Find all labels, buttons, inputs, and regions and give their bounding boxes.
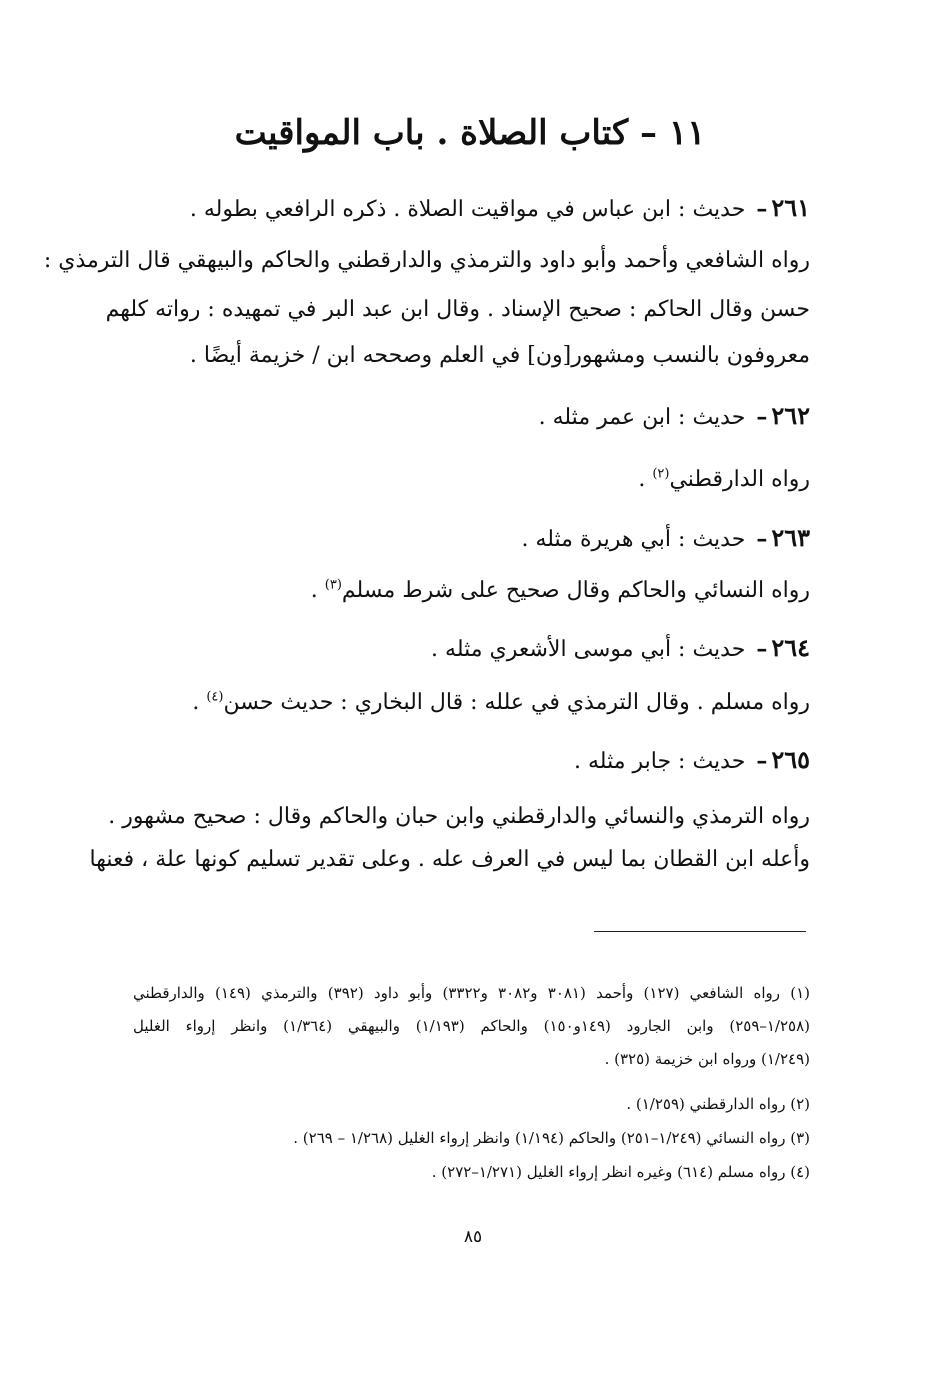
entry-number: ٢٦٢ bbox=[771, 401, 810, 430]
entry-number: ٢٦٥ bbox=[771, 745, 810, 774]
entry-body-end: . bbox=[638, 467, 653, 492]
entry-265-body-line-1: رواه الترمذي والنسائي والدارقطني وابن حبان والحاكم وقال : صحيح مشهور . bbox=[108, 804, 810, 829]
entry-264-heading bbox=[431, 628, 810, 670]
entry-body-text: رواه النسائي والحاكم وقال صحيح على شرط مسلم bbox=[341, 578, 810, 603]
footnote-ref: (٢) bbox=[652, 466, 670, 482]
entry-261-heading bbox=[190, 188, 810, 230]
footnote-1-line-3: (١/٢٤٩) ورواه ابن خزيمة (٣٢٥) . bbox=[604, 1050, 810, 1068]
footnote-4: (٤) رواه مسلم (٦١٤) وغيره انظر إرواء الغليل (١/٢٧١–٢٧٢) . bbox=[431, 1163, 810, 1181]
entry-262-heading bbox=[539, 396, 810, 438]
entry-265-heading bbox=[574, 740, 810, 782]
entry-261-body-line-2: حسن وقال الحاكم : صحيح الإسناد . وقال ابن عبد البر في تمهيده : رواته كلهم bbox=[105, 297, 810, 322]
footnote-3: (٣) رواه النسائي (١/٢٤٩–٢٥١) والحاكم (١/١٩٤) وانظر إرواء الغليل (١/٢٦٨ – ٢٦٩) . bbox=[293, 1129, 810, 1147]
footnote-ref: (٤) bbox=[206, 689, 224, 705]
entry-hadith-title: حديث : أبي هريرة مثله . bbox=[521, 527, 746, 552]
entry-body-text: رواه الدارقطني bbox=[669, 467, 810, 492]
footnote-1-line-2: (١/٢٥٨–٢٥٩) وابن الجارود (١٤٩و١٥٠) والحاكم (١/١٩٣) والبيهقي (١/٣٦٤) وانظر إرواء الغليل bbox=[133, 1017, 811, 1035]
entry-hadith-title: حديث : ابن عمر مثله . bbox=[538, 405, 746, 430]
footnote-divider bbox=[594, 931, 806, 932]
entry-261-body-line-1: رواه الشافعي وأحمد وأبو داود والترمذي والدارقطني والحاكم والبيهقي قال الترمذي : bbox=[43, 248, 810, 273]
entry-body-end: . bbox=[192, 690, 207, 715]
entry-261-body-line-3: معروفون بالنسب ومشهور[ون] في العلم وصححه ابن / خزيمة أيضًا . bbox=[189, 343, 810, 368]
entry-body-text: رواه مسلم . وقال الترمذي في علله : قال البخاري : حديث حسن bbox=[223, 690, 810, 715]
entry-dash: – bbox=[756, 636, 768, 662]
chapter-title: ١١ – كتاب الصلاة . باب المواقيت bbox=[234, 113, 706, 153]
entry-264-body bbox=[192, 683, 810, 723]
entry-number: ٢٦٣ bbox=[771, 523, 810, 552]
entry-hadith-title: حديث : أبي موسى الأشعري مثله . bbox=[431, 637, 746, 662]
entry-dash: – bbox=[756, 196, 768, 222]
footnote-ref: (٣) bbox=[324, 577, 342, 593]
entry-body-end: . bbox=[310, 578, 325, 603]
entry-263-heading bbox=[521, 518, 810, 560]
page-number: ٨٥ bbox=[463, 1227, 483, 1247]
entry-number: ٢٦٤ bbox=[771, 633, 810, 662]
entry-hadith-title: حديث : ابن عباس في مواقيت الصلاة . ذكره الرافعي بطوله . bbox=[189, 197, 746, 222]
entry-hadith-title: حديث : جابر مثله . bbox=[574, 749, 746, 774]
entry-263-body bbox=[311, 571, 810, 611]
entry-265-body-line-2: وأعله ابن القطان بما ليس في العرف عله . وعلى تقدير تسليم كونها علة ، فعنها bbox=[89, 847, 810, 872]
entry-262-body bbox=[638, 460, 810, 500]
entry-dash: – bbox=[756, 404, 768, 430]
footnote-2: (٢) رواه الدارقطني (١/٢٥٩) . bbox=[626, 1095, 810, 1113]
entry-dash: – bbox=[756, 748, 768, 774]
footnote-1-line-1: (١) رواه الشافعي (١٢٧) وأحمد (٣٠٨١ و٣٠٨٢ و٣٣٢٢) وأبو داود (٣٩٢) والترمذي (١٤٩) والدارقطني bbox=[133, 984, 811, 1002]
entry-dash: – bbox=[756, 526, 768, 552]
entry-number: ٢٦١ bbox=[771, 193, 810, 222]
